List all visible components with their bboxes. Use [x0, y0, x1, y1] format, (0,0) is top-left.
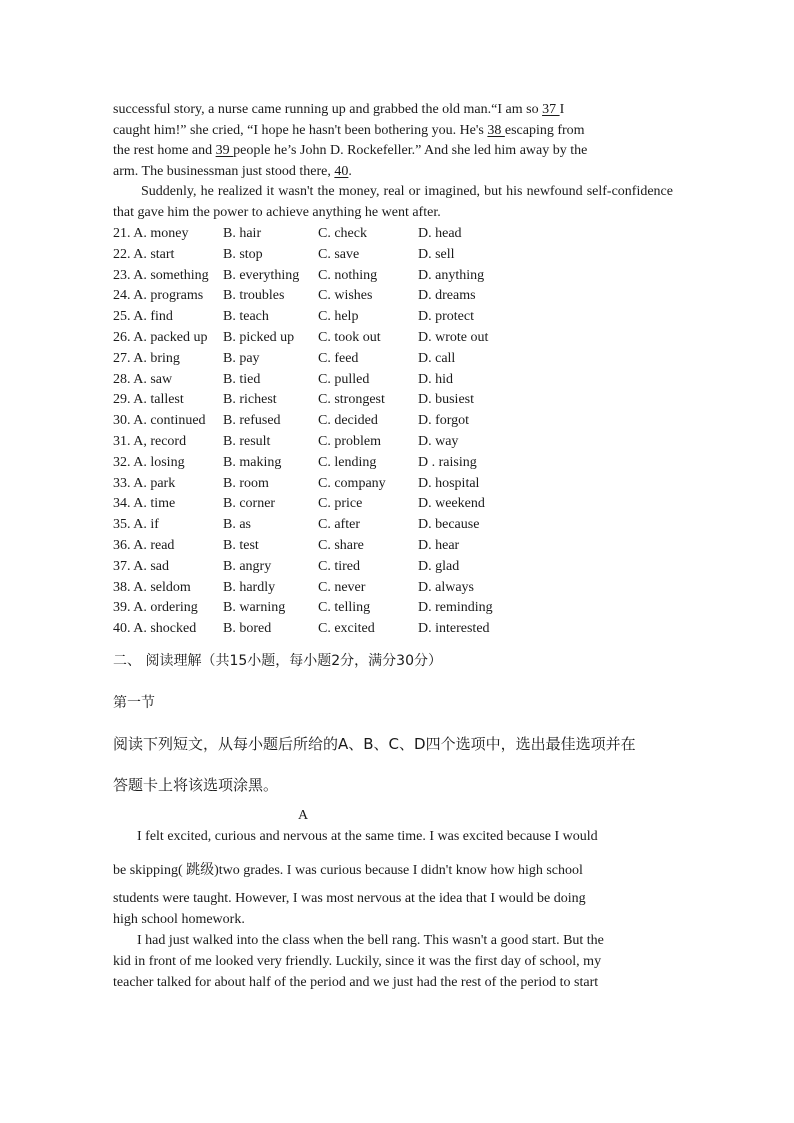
option-c: C. check — [318, 226, 367, 241]
question-options-row — [113, 328, 673, 349]
question-options-row — [113, 453, 673, 474]
reading-line: high school homework. — [113, 912, 245, 927]
option-c: C. after — [318, 517, 360, 533]
passage-line: caught him!” she cried, “I hope he hasn't been bothering you. He's 38 escaping from — [113, 122, 585, 138]
reading-line: teacher talked for about half of the period and we just had the rest of the period to start — [113, 975, 599, 990]
option-d: D. call — [418, 350, 456, 366]
question-options-row — [113, 557, 673, 578]
option-d: D. hid — [418, 371, 453, 387]
option-d: D. anything — [418, 267, 485, 283]
question-options-row — [113, 349, 673, 370]
question-options-row — [113, 578, 673, 599]
option-b: B. test — [223, 537, 259, 553]
option-a: 37. A. sad — [113, 558, 169, 574]
blank-39: 39 — [215, 143, 234, 159]
option-b: B. pay — [223, 350, 260, 366]
option-a: 25. A. find — [113, 309, 173, 325]
passage-line: arm. The businessman just stood there, 40. — [113, 163, 352, 179]
option-d: D. glad — [418, 558, 460, 574]
reading-line: be skipping( 跳级)two grades. I was curious because I didn't know how high school — [113, 863, 583, 878]
option-d: D. reminding — [418, 600, 493, 616]
option-d: D. always — [418, 579, 474, 595]
option-d: D. dreams — [418, 288, 476, 304]
option-b: B. tied — [223, 371, 261, 387]
option-b: B. bored — [223, 621, 272, 637]
option-a: 35. A. if — [113, 517, 159, 533]
question-options-row — [113, 307, 673, 328]
question-options-row — [113, 245, 673, 266]
reading-line: kid in front of me looked very friendly. Luckily, since it was the first day of school, my — [113, 954, 602, 969]
option-c: C. nothing — [318, 267, 378, 283]
option-d: D. hospital — [418, 475, 480, 491]
option-a: 30. A. continued — [113, 413, 206, 429]
option-d: D. way — [418, 433, 459, 449]
blank-40: 40 — [334, 163, 349, 179]
option-a: 22. A. start — [113, 246, 175, 262]
section-title: 二、 阅读理解（共15小题，每小题2分，满分30分） — [113, 653, 442, 669]
question-options-row — [113, 515, 673, 536]
option-c: C. strongest — [318, 392, 385, 408]
option-b: B. refused — [223, 413, 281, 429]
option-c: C. save — [318, 246, 360, 262]
option-c: C. feed — [318, 350, 359, 366]
option-a: 36. A. read — [113, 537, 175, 553]
option-a: 39. A. ordering — [113, 600, 198, 616]
option-c: C. tired — [318, 558, 360, 574]
option-b: B. picked up — [223, 329, 295, 345]
option-c: C. problem — [318, 433, 381, 449]
option-b: B. making — [223, 454, 282, 470]
passage-label: A — [298, 808, 309, 823]
question-options-row — [113, 411, 673, 432]
option-b: B. hardly — [223, 579, 276, 595]
question-options-row — [113, 494, 673, 515]
option-b: B. corner — [223, 496, 276, 512]
passage-continuation — [113, 100, 673, 224]
passage-line: successful story, a nurse came running up and grabbed the old man.“I am so 37 I — [113, 102, 565, 117]
option-c: C. price — [318, 496, 363, 512]
option-d: D. because — [418, 517, 480, 533]
question-options-row — [113, 224, 673, 245]
option-d: D. weekend — [418, 496, 485, 512]
reading-line: I had just walked into the class when the bell rang. This wasn't a good start. But the — [137, 933, 604, 948]
option-a: 21. A. money — [113, 226, 189, 241]
question-options-row — [113, 370, 673, 391]
blank-38: 38 — [487, 122, 505, 138]
option-c: C. decided — [318, 413, 378, 429]
option-b: B. as — [223, 517, 251, 533]
question-options-row — [113, 266, 673, 287]
question-options-row — [113, 536, 673, 557]
passage-paragraph: Suddenly, he realized it wasn't the money, real or imagined, but his newfound self-confidence that gave him the power to achieve anything he went after. — [113, 184, 673, 220]
instruction-line: 阅读下列短文，从每小题后所给的A、B、C、D四个选项中，选出最佳选项并在 — [113, 735, 636, 753]
option-b: B. result — [223, 433, 271, 449]
option-a: 31. A, record — [113, 433, 187, 449]
option-d: D. head — [418, 226, 462, 241]
option-b: B. richest — [223, 392, 277, 408]
option-a: 32. A. losing — [113, 454, 185, 470]
option-d: D . raising — [418, 454, 477, 470]
reading-line: students were taught. However, I was most nervous at the idea that I would be doing — [113, 891, 586, 906]
option-c: C. share — [318, 537, 364, 553]
option-d: D. protect — [418, 309, 474, 325]
option-a: 27. A. bring — [113, 350, 180, 366]
option-b: B. troubles — [223, 288, 285, 304]
question-options-row — [113, 390, 673, 411]
question-options-row — [113, 474, 673, 495]
option-a: 40. A. shocked — [113, 621, 197, 637]
option-c: C. took out — [318, 329, 381, 345]
option-c: C. help — [318, 309, 359, 325]
cloze-options-list — [113, 224, 673, 640]
option-b: B. angry — [223, 558, 272, 574]
option-a: 34. A. time — [113, 496, 176, 512]
option-d: D. sell — [418, 246, 455, 262]
question-options-row — [113, 432, 673, 453]
blank-37: 37 — [542, 102, 560, 117]
option-b: B. everything — [223, 267, 300, 283]
option-c: C. excited — [318, 621, 375, 637]
option-d: D. wrote out — [418, 329, 489, 345]
option-a: 29. A. tallest — [113, 392, 184, 408]
reading-line: I felt excited, curious and nervous at the same time. I was excited because I would — [137, 829, 598, 844]
instruction-line: 答题卡上将该选项涂黑。 — [113, 776, 279, 794]
option-c: C. wishes — [318, 288, 373, 304]
question-options-row — [113, 598, 673, 619]
option-c: C. telling — [318, 600, 371, 616]
option-b: B. warning — [223, 600, 286, 616]
option-a: 38. A. seldom — [113, 579, 191, 595]
option-b: B. hair — [223, 226, 262, 241]
option-b: B. room — [223, 475, 269, 491]
option-b: B. teach — [223, 309, 269, 325]
passage-line: the rest home and 39 people he’s John D. Rockefeller.” And she led him away by the — [113, 143, 588, 159]
option-a: 26. A. packed up — [113, 329, 208, 345]
question-options-row — [113, 286, 673, 307]
option-a: 23. A. something — [113, 267, 209, 283]
option-a: 24. A. programs — [113, 288, 204, 304]
option-c: C. lending — [318, 454, 377, 470]
option-c: C. company — [318, 475, 386, 491]
option-d: D. interested — [418, 621, 490, 637]
option-d: D. forgot — [418, 413, 470, 429]
option-a: 28. A. saw — [113, 371, 173, 387]
option-c: C. never — [318, 579, 366, 595]
option-d: D. busiest — [418, 392, 474, 408]
part-title: 第一节 — [113, 695, 155, 711]
option-d: D. hear — [418, 537, 460, 553]
option-a: 33. A. park — [113, 475, 176, 491]
question-options-row — [113, 619, 673, 640]
option-b: B. stop — [223, 246, 263, 262]
option-c: C. pulled — [318, 371, 370, 387]
